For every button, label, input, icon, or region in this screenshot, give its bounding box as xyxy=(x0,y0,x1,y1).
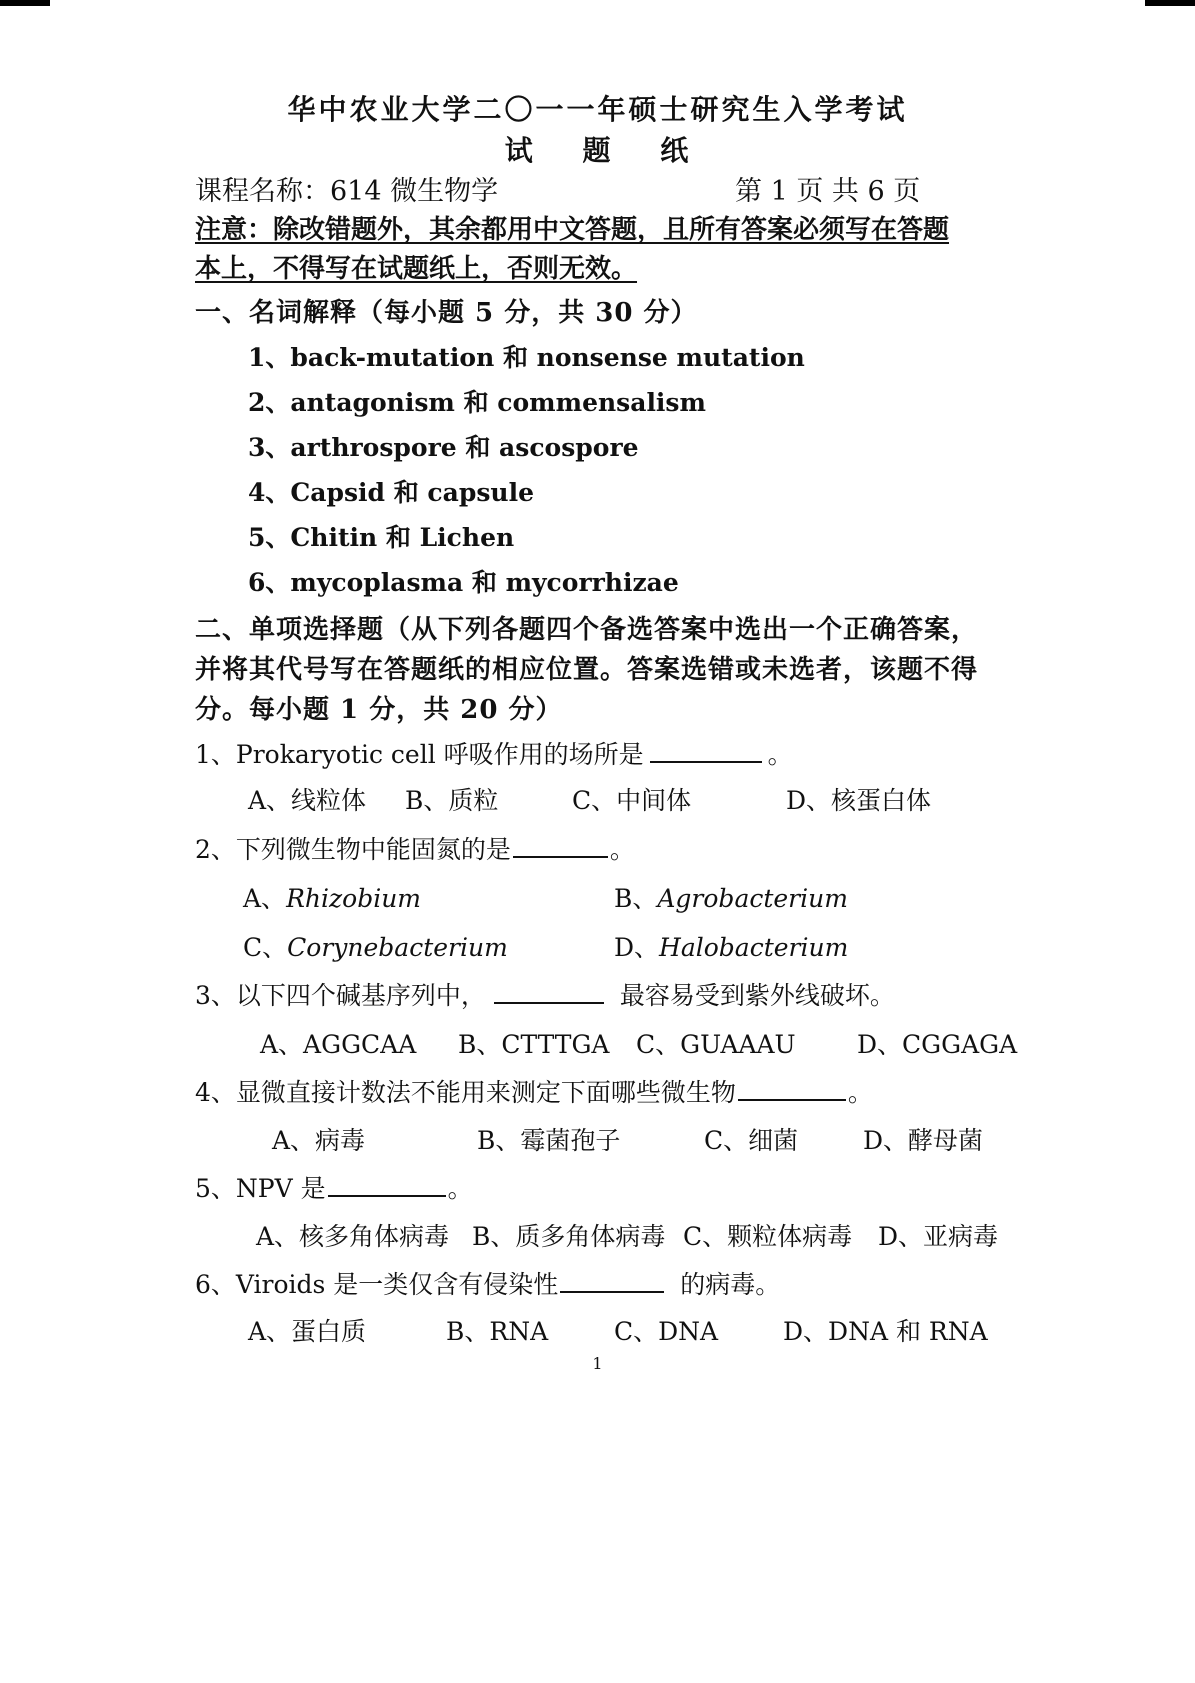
question-5 xyxy=(195,1169,473,1205)
question-text: 6、Viroids 是一类仅含有侵染性 xyxy=(195,1270,559,1299)
exam-subtitle xyxy=(0,129,1195,169)
answer-blank xyxy=(494,980,604,1004)
question-text: 5、NPV 是 xyxy=(195,1174,326,1203)
option: B、RNA xyxy=(446,1317,549,1346)
question-text-end: 的病毒。 xyxy=(680,1270,781,1299)
term-item: 3、arthrospore 和 ascospore xyxy=(248,433,639,462)
question-6 xyxy=(195,1265,780,1301)
option: A、线粒体 xyxy=(248,786,367,815)
option: A、病毒 xyxy=(272,1126,366,1155)
question-text-end: 最容易受到紫外线破坏。 xyxy=(619,981,895,1010)
option: B、质粒 xyxy=(405,786,499,815)
question-text-end: 。 xyxy=(447,1174,473,1203)
term-item: 2、antagonism 和 commensalism xyxy=(248,388,706,417)
option: D、CGGAGA xyxy=(857,1030,1018,1059)
page-info: 第 1 页 共 6 页 xyxy=(735,176,921,207)
option: A、核多角体病毒 xyxy=(256,1222,450,1251)
notice-line-1: 注意：除改错题外，其余都用中文答题，且所有答案必须写在答题 xyxy=(195,215,950,245)
option: D、DNA 和 RNA xyxy=(783,1317,988,1346)
subtitle-char: 试 xyxy=(504,134,535,167)
option: B、霉菌孢子 xyxy=(477,1126,621,1155)
option: D、酵母菌 xyxy=(863,1126,984,1155)
section-1-heading: 一、名词解释（每小题 5 分，共 30 分） xyxy=(195,298,698,328)
answer-blank xyxy=(560,1269,664,1293)
notice-line-2: 本上，不得写在试题纸上，否则无效。 xyxy=(195,254,638,284)
answer-blank xyxy=(328,1173,446,1197)
answer-blank xyxy=(738,1077,846,1101)
term-item: 4、Capsid 和 capsule xyxy=(248,478,534,507)
answer-blank xyxy=(513,834,608,858)
question-text: 1、Prokaryotic cell 呼吸作用的场所是 xyxy=(195,740,644,769)
question-1 xyxy=(195,735,793,771)
question-text: 2、下列微生物中能固氮的是 xyxy=(195,835,511,864)
exam-title: 华中农业大学二〇一一年硕士研究生入学考试 xyxy=(287,93,908,126)
course-name: 课程名称：614 微生物学 xyxy=(195,176,499,207)
option: D、Halobacterium xyxy=(614,933,849,962)
question-text-end: 。 xyxy=(767,740,793,769)
section-2-heading-line-3: 分。每小题 1 分，共 20 分） xyxy=(195,695,563,725)
option: C、细菌 xyxy=(704,1126,799,1155)
subtitle-char: 题 xyxy=(582,134,613,167)
question-2 xyxy=(195,830,635,866)
page-number: 1 xyxy=(592,1354,603,1373)
option: D、亚病毒 xyxy=(878,1222,999,1251)
question-text: 3、以下四个碱基序列中， xyxy=(195,981,486,1010)
option: B、Agrobacterium xyxy=(614,884,848,913)
option: C、DNA xyxy=(614,1317,719,1346)
option: A、蛋白质 xyxy=(248,1317,367,1346)
option: A、AGGCAA xyxy=(260,1030,417,1059)
term-item: 1、back-mutation 和 nonsense mutation xyxy=(248,343,805,372)
option: C、Corynebacterium xyxy=(243,933,508,962)
term-item: 5、Chitin 和 Lichen xyxy=(248,523,515,552)
option: B、质多角体病毒 xyxy=(472,1222,666,1251)
subtitle-char: 纸 xyxy=(660,134,691,167)
section-2-heading-line-2: 并将其代号写在答题纸的相应位置。答案选错或未选者，该题不得 xyxy=(195,655,979,685)
question-text: 4、显微直接计数法不能用来测定下面哪些微生物 xyxy=(195,1078,736,1107)
question-text-end: 。 xyxy=(609,835,635,864)
question-4 xyxy=(195,1073,873,1109)
option: C、中间体 xyxy=(572,786,692,815)
option: A、Rhizobium xyxy=(243,884,422,913)
term-item: 6、mycoplasma 和 mycorrhizae xyxy=(248,568,679,597)
option: C、颗粒体病毒 xyxy=(683,1222,853,1251)
option: D、核蛋白体 xyxy=(786,786,932,815)
option: B、CTTTGA xyxy=(458,1030,610,1059)
question-3 xyxy=(195,976,895,1012)
option: C、GUAAAU xyxy=(636,1030,796,1059)
section-2-heading-line-1: 二、单项选择题（从下列各题四个备选答案中选出一个正确答案， xyxy=(195,615,979,645)
answer-blank xyxy=(650,739,762,763)
question-text-end: 。 xyxy=(847,1078,873,1107)
